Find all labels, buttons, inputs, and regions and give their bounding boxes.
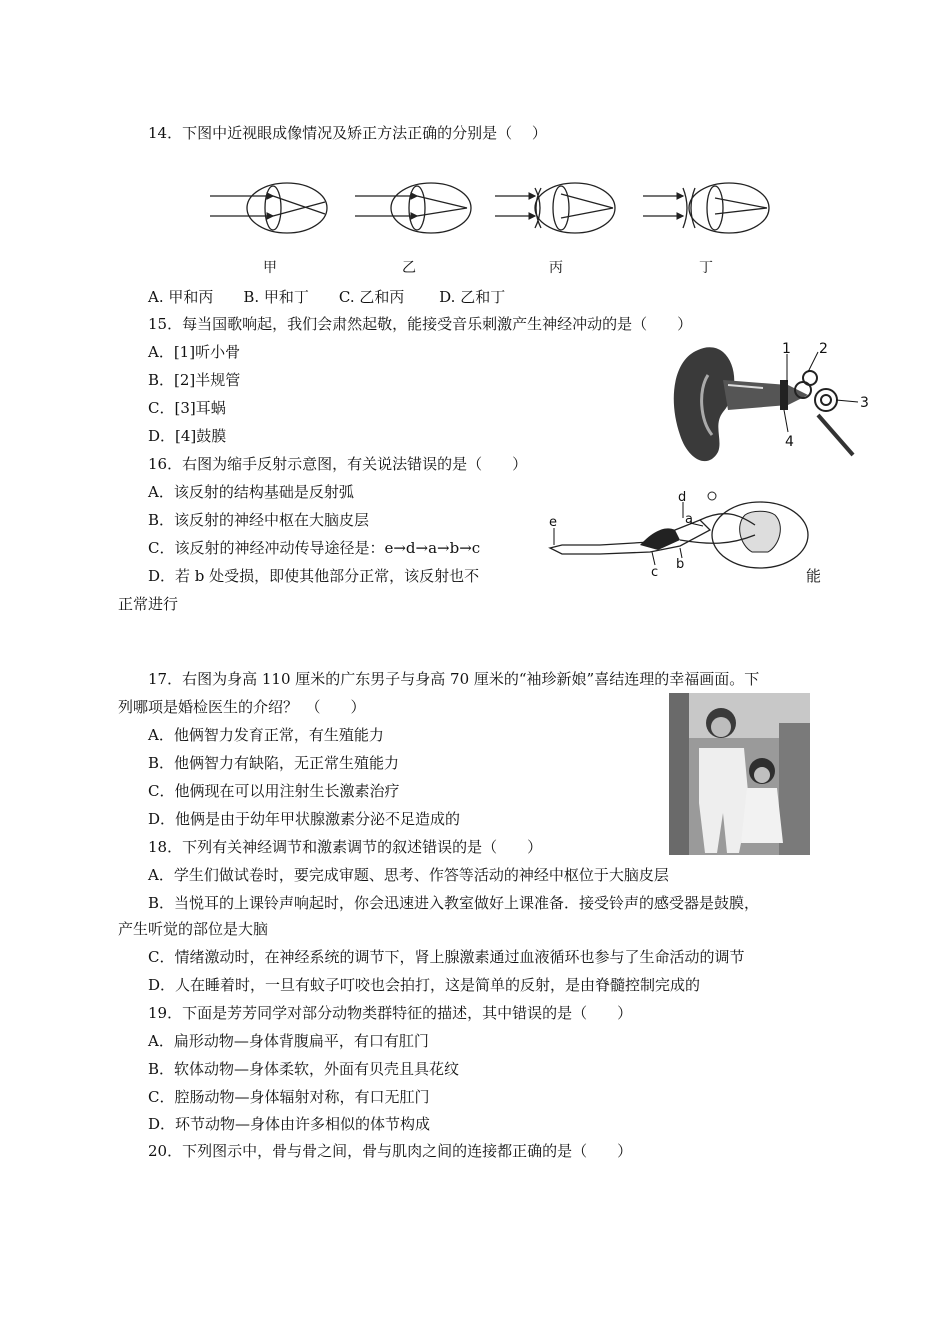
q19-option-d: D．环节动物—身体由许多相似的体节构成 [148, 1115, 431, 1133]
ear-label-2: 2 [819, 341, 828, 357]
q16-option-d-tail: 能 [806, 567, 822, 585]
q16-option-d: D．若 b 处受损，即使其他部分正常，该反射也不 [148, 567, 480, 585]
q17-option-c: C．他俩现在可以用注射生长激素治疗 [148, 782, 400, 800]
ear-label-1: 1 [782, 341, 791, 357]
reflex-label-c: c [651, 565, 659, 580]
q15-option-a: A．[1]听小骨 [148, 343, 241, 361]
q15-stem: 15．每当国歌响起，我们会肃然起敬，能接受音乐刺激产生神经冲动的是（ ） [148, 315, 693, 333]
reflex-label-b: b [676, 557, 685, 572]
q18-option-a: A．学生们做试卷时，要完成审题、思考、作答等活动的神经中枢位于大脑皮层 [148, 866, 669, 884]
reflex-label-d: d [678, 490, 687, 505]
fig-label-ding: 丁 [699, 260, 713, 276]
fig-label-yi: 乙 [402, 260, 416, 276]
q16-option-c: C．该反射的神经冲动传导途径是：e→d→a→b→c [148, 539, 481, 557]
q17-option-a: A．他俩智力发育正常，有生殖能力 [148, 726, 384, 744]
q19-option-b: B．软体动物—身体柔软，外面有贝壳且具花纹 [148, 1060, 460, 1078]
q16-option-a: A．该反射的结构基础是反射弧 [148, 483, 354, 501]
q17-stem-line1: 17．右图为身高 110 厘米的广东男子与身高 70 厘米的“袖珍新娘”喜结连理的幸福画面。下 [148, 670, 760, 688]
ear-label-4: 4 [785, 434, 794, 450]
q18-option-b-line1: B．当悦耳的上课铃声响起时，你会迅速进入教室做好上课准备．接受铃声的感受器是鼓膜， [148, 894, 760, 912]
q15-option-b: B．[2]半规管 [148, 371, 241, 389]
q19-option-a: A．扁形动物—身体背腹扁平，有口有肛门 [148, 1032, 429, 1050]
q18-option-d: D．人在睡着时，一旦有蚊子叮咬也会拍打，这是简单的反射，是由脊髓控制完成的 [148, 976, 701, 994]
q19-option-c: C．腔肠动物—身体辐射对称，有口无肛门 [148, 1088, 430, 1106]
eye-diagrams-figure [205, 178, 785, 278]
eye-diagram-yi [355, 183, 471, 233]
q18-option-c: C．情绪激动时，在神经系统的调节下，肾上腺激素通过血液循环也参与了生命活动的调节 [148, 948, 745, 966]
eye-diagram-bing [495, 183, 615, 233]
eye-diagram-jia [210, 183, 327, 233]
wedding-couple-photo [669, 693, 810, 855]
q15-option-c: C．[3]耳蜗 [148, 399, 226, 417]
fig-label-jia: 甲 [263, 260, 277, 276]
q17-option-d: D．他俩是由于幼年甲状腺激素分泌不足造成的 [148, 810, 461, 828]
q14-options: A. 甲和丙 B. 甲和丁 C. 乙和丙 D. 乙和丁 [148, 288, 506, 306]
reflex-label-a: a [685, 512, 693, 527]
q16-option-b: B．该反射的神经中枢在大脑皮层 [148, 511, 370, 529]
reflex-label-e: e [549, 515, 557, 530]
fig-label-bing: 丙 [549, 260, 563, 276]
q14-stem: 14．下图中近视眼成像情况及矫正方法正确的分别是（ ） [148, 124, 547, 142]
q20-stem: 20．下列图示中，骨与骨之间，骨与肌肉之间的连接都正确的是（ ） [148, 1142, 633, 1160]
reflex-arc-figure [540, 490, 815, 580]
ear-label-3: 3 [860, 395, 869, 411]
q16-stem: 16．右图为缩手反射示意图，有关说法错误的是（ ） [148, 455, 528, 473]
q15-option-d: D．[4]鼓膜 [148, 427, 227, 445]
q18-stem: 18．下列有关神经调节和激素调节的叙述错误的是（ ） [148, 838, 543, 856]
q17-option-b: B．他俩智力有缺陷，无正常生殖能力 [148, 754, 400, 772]
q19-stem: 19．下面是芳芳同学对部分动物类群特征的描述，其中错误的是（ ） [148, 1004, 633, 1022]
q16-option-d-continued: 正常进行 [118, 595, 179, 613]
q17-stem-line2: 列哪项是婚检医生的介绍？ （ ） [118, 698, 366, 716]
q18-option-b-line2: 产生听觉的部位是大脑 [118, 920, 269, 938]
ear-structure-figure [668, 340, 883, 475]
eye-diagram-ding [643, 183, 769, 233]
